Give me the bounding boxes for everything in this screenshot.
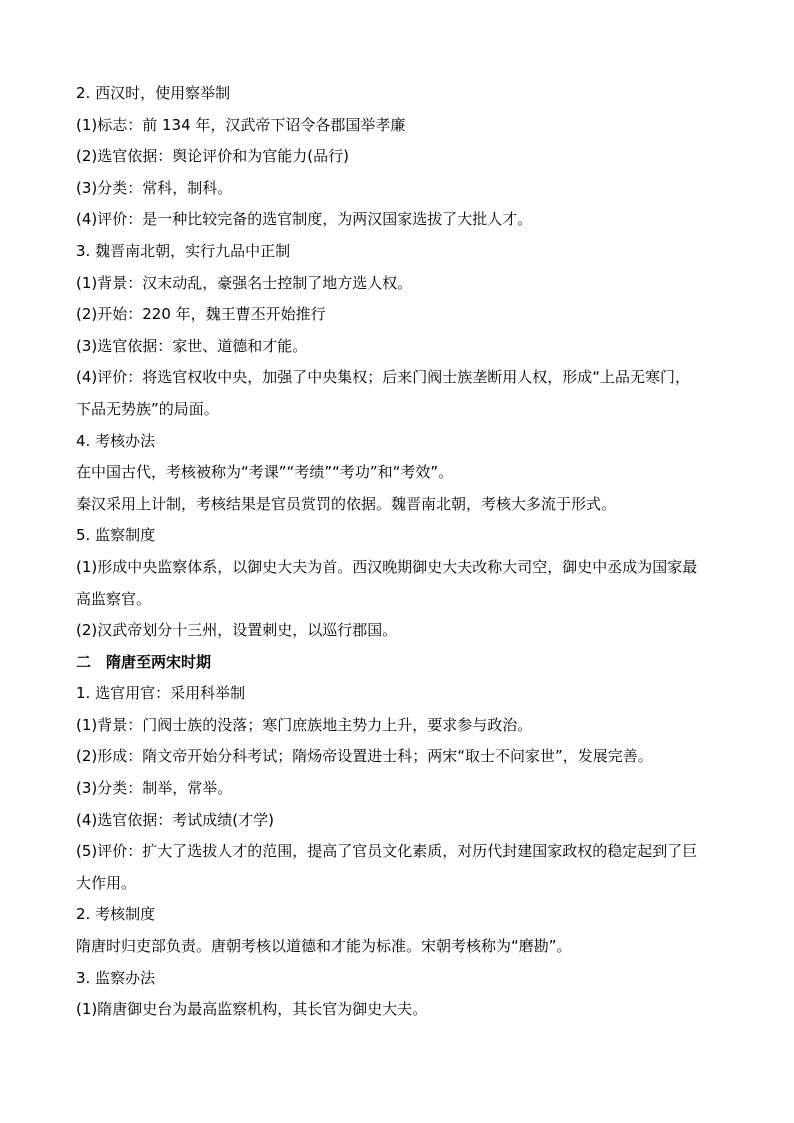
paragraph: (3)分类：制举，常举。 bbox=[76, 779, 233, 798]
section-title-sui-tang-song: 二 隋唐至两宋时期 bbox=[76, 652, 212, 671]
heading-western-han: 2. 西汉时，使用察举制 bbox=[76, 84, 231, 102]
paragraph: (2)开始：220 年，魏王曹丕开始推行 bbox=[76, 305, 326, 324]
paragraph: (2)形成：隋文帝开始分科考试；隋炀帝设置进士科；两宋“取士不问家世”，发展完善。 bbox=[76, 747, 653, 766]
paragraph: (1)标志：前 134 年，汉武帝下诏令各郡国举孝廉 bbox=[76, 115, 406, 134]
paragraph: 大作用。 bbox=[76, 873, 137, 892]
paragraph: (3)分类：常科，制科。 bbox=[76, 178, 233, 197]
heading-assessment: 4. 考核办法 bbox=[76, 431, 156, 450]
paragraph: (4)评价：是一种比较完备的选官制度，为两汉国家选拔了大批人才。 bbox=[76, 210, 533, 229]
paragraph: (2)选官依据：舆论评价和为官能力(品行) bbox=[76, 147, 349, 166]
heading-assessment-system: 2. 考核制度 bbox=[76, 905, 156, 924]
paragraph: 在中国古代，考核被称为“考课”“考绩”“考功”和“考效”。 bbox=[76, 463, 454, 482]
paragraph: (1)形成中央监察体系，以御史大夫为首。西汉晚期御史大夫改称大司空，御史中丞成为国家最 bbox=[76, 557, 698, 576]
paragraph: (1)背景：汉末动乱，豪强名士控制了地方选人权。 bbox=[76, 273, 413, 292]
paragraph: (4)评价：将选官权收中央，加强了中央集权；后来门阀士族垄断用人权，形成“上品无寒门， bbox=[76, 368, 691, 387]
document-page bbox=[76, 78, 726, 1026]
paragraph: 高监察官。 bbox=[76, 589, 152, 608]
paragraph: (1)隋唐御史台为最高监察机构，其长官为御史大夫。 bbox=[76, 1000, 428, 1019]
heading-supervision: 5. 监察制度 bbox=[76, 526, 156, 545]
paragraph: (2)汉武帝划分十三州，设置刺史，以巡行郡国。 bbox=[76, 621, 398, 640]
paragraph: (5)评价：扩大了选拔人才的范围，提高了官员文化素质，对历代封建国家政权的稳定起到了巨 bbox=[76, 842, 698, 861]
paragraph: (4)选官依据：考试成绩(才学) bbox=[76, 810, 274, 829]
paragraph: (1)背景：门阀士族的没落；寒门庶族地主势力上升，要求参与政治。 bbox=[76, 715, 533, 734]
paragraph: 下品无势族”的局面。 bbox=[76, 399, 219, 418]
heading-supervision-method: 3. 监察办法 bbox=[76, 968, 156, 987]
paragraph: (3)选官依据：家世、道德和才能。 bbox=[76, 336, 308, 355]
paragraph: 秦汉采用上计制，考核结果是官员赏罚的依据。魏晋南北朝，考核大多流于形式。 bbox=[76, 494, 617, 513]
heading-wei-jin: 3. 魏晋南北朝，实行九品中正制 bbox=[76, 241, 291, 260]
paragraph: 隋唐时归吏部负责。唐朝考核以道德和才能为标准。宋朝考核称为“磨勘”。 bbox=[76, 937, 572, 956]
heading-imperial-exam: 1. 选官用官：采用科举制 bbox=[76, 684, 246, 703]
